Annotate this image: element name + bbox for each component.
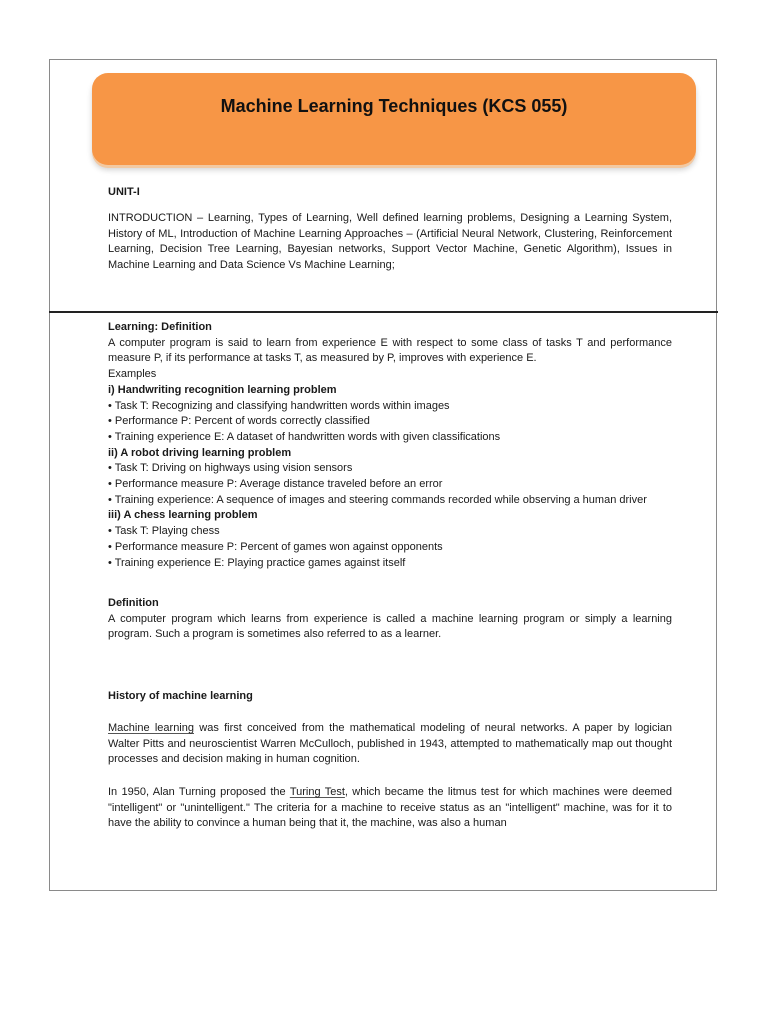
problem-bullet: • Task T: Playing chess xyxy=(108,525,220,538)
problem-bullet: • Task T: Recognizing and classifying handwritten words within images xyxy=(108,399,450,412)
history-paragraph-1 xyxy=(108,721,672,768)
problem-title: i) Handwriting recognition learning problem xyxy=(108,383,337,396)
problem-bullet: • Performance measure P: Percent of games won against opponents xyxy=(108,540,443,553)
unit-heading: UNIT-I xyxy=(108,186,140,198)
learning-section xyxy=(108,320,672,571)
definition-heading: Definition xyxy=(108,597,159,609)
problem-bullet: • Task T: Driving on highways using vision sensors xyxy=(108,462,353,475)
problem-bullet: • Training experience: A sequence of images and steering commands recorded while observing a human driver xyxy=(108,493,647,506)
definition-section xyxy=(108,596,672,643)
title-banner xyxy=(92,73,696,165)
problem-title: ii) A robot driving learning problem xyxy=(108,446,292,459)
problem-bullet: • Training experience E: A dataset of handwritten words with given classifications xyxy=(108,430,501,443)
machine-learning-link[interactable]: Machine learning xyxy=(108,722,194,734)
learning-definition: A computer program is said to learn from experience E with respect to some class of tasks T and performance measure P, if its performance at tasks T, as measured by P, improves with experience E. xyxy=(108,336,672,365)
history-heading: History of machine learning xyxy=(108,690,253,702)
definition-text: A computer program which learns from experience is called a machine learning program or simply a learning program. Such a program is sometimes also referred to as a learner. xyxy=(108,612,672,641)
problem-bullet: • Performance P: Percent of words correctly classified xyxy=(108,415,370,428)
page-title: Machine Learning Techniques (KCS 055) xyxy=(220,95,568,116)
turing-test-link[interactable]: Turing Test xyxy=(289,786,345,798)
unit-syllabus: INTRODUCTION – Learning, Types of Learning, Well defined learning problems, Designing a Learning System, History of ML, Introduction of Machine Learning Approaches – (Artificial Neural Network, Clustering, Reinforcement Learning, Decision Tree Learning, Bayesian networks, Support Vector Machine, Genetic Algorithm), Issues in Machine Learning and Data Science Vs Machine Learning; xyxy=(108,212,672,272)
problem-title: iii) A chess learning problem xyxy=(108,509,258,522)
history-p2-before: In 1950, Alan Turning proposed the xyxy=(108,786,290,798)
problem-bullet: • Training experience E: Playing practice games against itself xyxy=(108,556,406,569)
section-divider xyxy=(49,311,718,313)
problem-bullet: • Performance measure P: Average distance traveled before an error xyxy=(108,478,443,491)
examples-label: Examples xyxy=(108,368,157,381)
learning-heading: Learning: Definition xyxy=(108,321,212,333)
history-paragraph-2 xyxy=(108,785,672,832)
history-p2-after: , which became the litmus test for which machines were deemed "intelligent" or "unintelligent." The criteria for a machine to receive status as an "intelligent" machine, was for it to have the ability to convince a human being that it, the machine, was also a human xyxy=(108,786,672,830)
history-p1-text: was first conceived from the mathematical modeling of neural networks. A paper by logician Walter Pitts and neuroscientist Warren McCulloch, published in 1943, attempted to mathematically map out thought processes and decision making in human cognition. xyxy=(108,722,672,766)
